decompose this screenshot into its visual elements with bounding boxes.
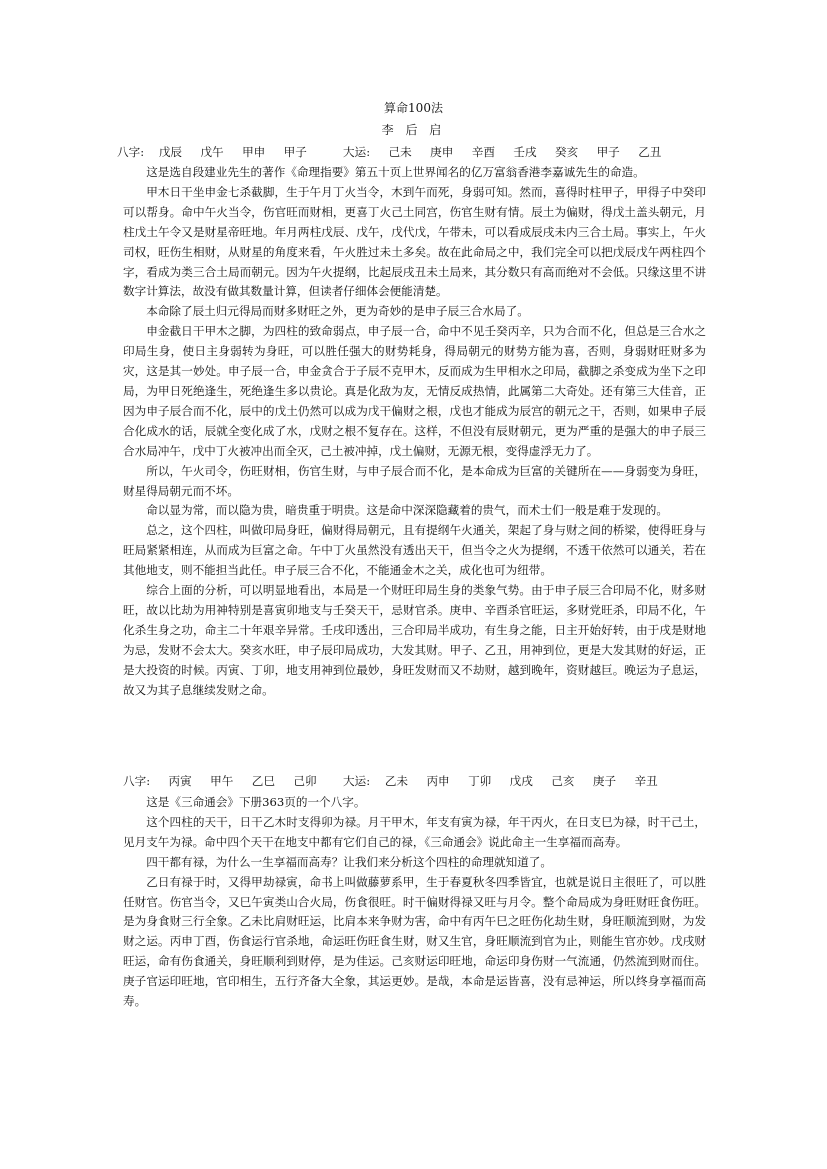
paragraph: 综合上面的分析，可以明显地看出，本局是一个财旺印局生身的类象气势。由于申子辰三合印局不化，财多财旺，故以比劫为用神特别是喜寅卯地支与壬癸天干，忌财官杀。庚申、辛酉杀官旺运，多财党旺杀，印局不化，午化杀生身之功，命主二十年艰辛异常。壬戌印透出，三合印局半成功，有生身之能，日主开始好转，由于戌是财地为忌，发财不会太大。癸亥水旺，申子辰印局成功，大发其财。甲子、乙丑，用神到位，更是大发其财的好运，正是大投资的时候。丙寅、丁卯，地支用神到位最妙，身旺发财而又不劫财，越到晚年，资财越巨。晚运为子息运，故又为其子息继续发财之命。 — [123, 583, 706, 697]
paragraph: 本命除了辰土归元得局而财多财旺之外，更为奇妙的是申子辰三合水局了。 — [146, 304, 529, 319]
section2-body — [123, 793, 706, 1012]
paragraph: 命以显为常，而以隐为贵，暗贵重于明贵。这是命中深深隐藏着的贵气，而术士们一般是难于发现的。 — [146, 503, 668, 518]
paragraph: 所以，午火司令，伤旺财相，伤官生财，与申子辰合而不化，是本命成为巨富的关键所在——身弱变为身旺，财星得局朝元而不坏。 — [123, 463, 706, 498]
section1-body — [123, 163, 706, 700]
paragraph: 乙日有禄于时，又得甲劫禄寅，命书上叫做藤萝系甲，生于春夏秋冬四季皆宜，也就是说日主很旺了，可以胜任财官。伤官当令，又巳午寅类山合火局，伤食很旺。时干偏财得禄又旺与月令。整个命局成为身旺财旺食伤旺。是为身食财三行全象。乙未比肩财旺运，比肩本来争财为害，命中有丙午巳之旺伤化劫生财，身旺顺流到财，为发财之运。丙申丁酉，伤食运行官杀地，命运旺伤旺食生财，财又生官，身旺顺流到官为止，则能生官亦妙。戊戌财旺运，命有伤食通关，身旺顺利到财停，是为佳运。己亥财运印旺地，命运印身伤财一气流通，仍然流到财而住。庚子官运印旺地，官印相生，五行齐备大全象，其运更妙。是哉，本命是运皆喜，没有忌神运，所以终身享福而高寿。 — [123, 874, 706, 1009]
chart2-bazi: 八字: 丙寅 甲午 乙巳 己卯 — [123, 774, 317, 788]
paragraph: 这是选自段建业先生的著作《命理指要》第五十页上世界闻名的亿万富翁香港李嘉诚先生的命造。 — [146, 165, 645, 179]
chart1-dayun: 大运: 己未 庚申 辛酉 壬戌 癸亥 甲子 乙丑 — [343, 145, 662, 159]
paragraph: 这是《三命通会》下册363页的一个八字。 — [146, 795, 366, 809]
chart2-dayun: 大运: 乙未 丙申 丁卯 戊戌 己亥 庚子 辛丑 — [343, 774, 658, 788]
paragraph: 甲木日干坐申金七杀截脚，生于午月丁火当令，木到午而死，身弱可知。然而，喜得时柱甲子，甲得子中癸印可以帮身。命中午火当令，伤官旺而财相，更喜丁火己土同宫，伤官生财有情。辰土为偏财，得戊土盖头朝元，月柱戊土午令又是财星帝旺地。年月两柱戊辰、戊午，戊代戊，午带未，可以看成辰戌未内三合土局。事实上，午火司权，旺伤生相财，从财星的角度来看，午火胜过未土多矣。故在此命局之中，我们完全可以把戊辰戊午两柱四个字，看成为类三合土局而朝元。因为午火提纲，比起辰戌丑未土局来，其分数只有高而绝对不会低。只缘这里不讲数字计算法，故没有做其数量计算，但读者仔细体会便能清楚。 — [123, 184, 706, 299]
chart1-bazi: 八字: 戊辰 戊午 甲申 甲子 — [117, 145, 307, 159]
paragraph: 四干都有禄，为什么一生享福而高寿？让我们来分析这个四柱的命理就知道了。 — [146, 854, 552, 869]
paragraph: 这个四柱的天干，日干乙木时支得卯为禄。月干甲木，年支有寅为禄，年干丙火，在日支巳为禄，时干己土，见月支午为禄。命中四个天干在地支中都有它们自己的禄，《三命通会》说此命主一生享福而高寿。 — [123, 814, 706, 849]
paragraph: 总之，这个四柱，叫做印局身旺，偏财得局朝元，且有提纲午火通关，架起了身与财之间的桥梁，使得旺身与旺局紧紧相连，从而成为巨富之命。午中丁火虽然没有透出天干，但当令之火为提纲，不透干依然可以通关，若在其他地支，则不能担当此任。申子辰三合不化，不能通金木之关，成化也可为纽带。 — [123, 523, 706, 578]
doc-title: 算命100法 — [384, 101, 443, 115]
doc-author: 李 后 启 — [381, 123, 446, 137]
paragraph: 申金截日干甲木之脚，为四柱的致命弱点，申子辰一合，命中不见壬癸丙辛，只为合而不化，但总是三合水之印局生身，使日主身弱转为身旺，可以胜任强大的财势耗身，得局朝元的财势方能为喜，否则，身弱财旺财多为灾，这是其一妙处。申子辰一合，申金贪合于子辰不克甲木，反而成为生甲相水之印局，截脚之杀变成为坐下之印局，为甲日死绝逢生，死绝逢生多以贵论。真是化敌为友，无情反成热情，此属第二大奇处。还有第三大佳音，正因为申子辰合而不化，辰中的戊土仍然可以成为戊干偏财之根，戊也才能成为辰宫的朝元之干，否则，如果申子辰合化成水的话，辰就全变化成了水，戊财之根不复存在。这样，不但没有辰财朝元，更为严重的是强大的申子辰三合水局冲午，戊中丁火被冲出而全灭，己土被冲掉，戊土偏财，无源无根，变得虚浮无力了。 — [123, 324, 706, 458]
